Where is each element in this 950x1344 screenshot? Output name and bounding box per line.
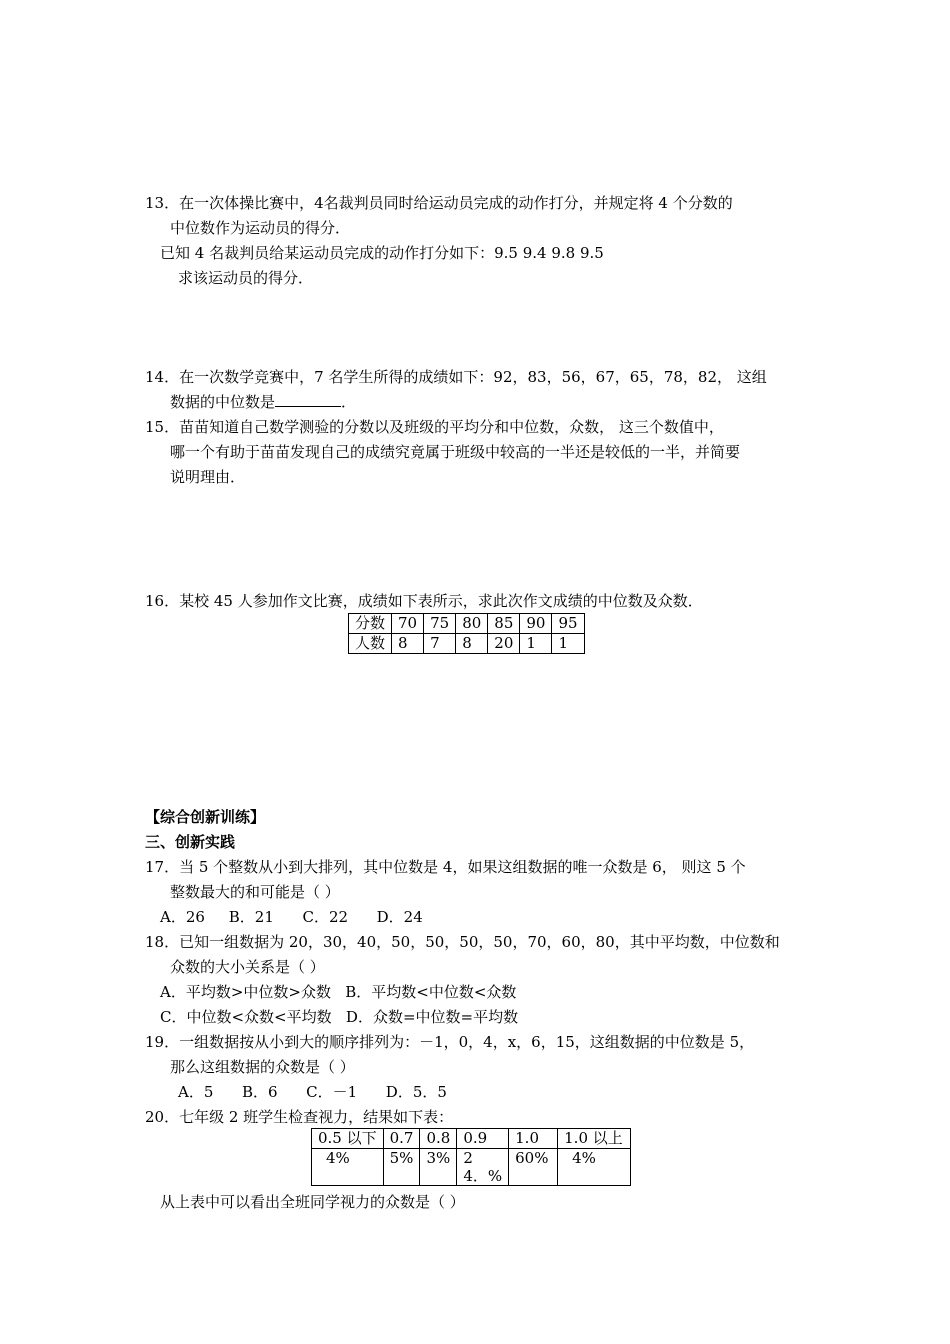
q20-line-1: 20．七年级 2 班学生检查视力，结果如下表： [145, 1108, 454, 1126]
q17-line-1: 17．当 5 个整数从小到大排列，其中位数是 4，如果这组数据的唯一众数是 6， 则这 5 个 [145, 858, 746, 876]
table-cell: 70 [392, 614, 424, 634]
q18-line-2: 众数的大小关系是（ ） [170, 958, 325, 976]
table-row [312, 1149, 631, 1186]
table-cell: 5% [383, 1149, 420, 1186]
table-cell: 1.0 [509, 1129, 558, 1149]
q19-options: A．5 B．6 C．－1 D．5．5 [178, 1083, 447, 1101]
table-cell: 7 [424, 634, 456, 654]
q13-line-2: 中位数作为运动员的得分． [170, 219, 351, 237]
q14-line-2 [170, 392, 356, 412]
table-cell: 0.8 [420, 1129, 457, 1149]
q13-line-1: 13．在一次体操比赛中，4名裁判员同时给运动员完成的动作打分，并规定将 4 个分数的 [145, 194, 733, 212]
q20-line-2: 从上表中可以看出全班同学视力的众数是（ ） [160, 1193, 465, 1211]
table-cell: 0.7 [383, 1129, 420, 1149]
q14-line-2-text: 数据的中位数是 [170, 393, 276, 411]
q19-line-1: 19．一组数据按从小到大的顺序排列为：－1，0，4，x，6，15，这组数据的中位数是 5， [145, 1033, 755, 1051]
q13-line-3: 已知 4 名裁判员给某运动员完成的动作打分如下：9.5 9.4 9.8 9.5 [160, 244, 604, 262]
q14-line-1: 14．在一次数学竞赛中，7 名学生所得的成绩如下：92，83，56，67，65，78，82， 这组 [145, 368, 767, 386]
q16-line-1: 16．某校 45 人参加作文比赛，成绩如下表所示，求此次作文成绩的中位数及众数． [145, 592, 703, 610]
table-cell: 3% [420, 1149, 457, 1186]
table-cell: 80 [456, 614, 488, 634]
section-subheading: 三、创新实践 [145, 833, 236, 851]
table-row [349, 634, 585, 654]
table-cell: 1 [520, 634, 552, 654]
q17-options: A．26 B．21 C．22 D．24 [160, 908, 423, 926]
q19-line-2: 那么这组数据的众数是（ ） [170, 1058, 355, 1076]
table-cell: 85 [488, 614, 520, 634]
table-cell: 1.0 以上 [558, 1129, 631, 1149]
table-cell: 0.9 [457, 1129, 509, 1149]
q18-options-cd: C．中位数<众数<平均数 D．众数=中位数=平均数 [160, 1008, 519, 1026]
table-row [349, 614, 585, 634]
table-cell: 分数 [349, 614, 392, 634]
q14-line-2-end: ． [341, 393, 357, 411]
table-cell: 人数 [349, 634, 392, 654]
q15-line-1: 15．苗苗知道自己数学测验的分数以及班级的平均分和中位数，众数， 这三个数值中， [145, 418, 724, 436]
section-heading: 【综合创新训练】 [145, 808, 266, 826]
answer-blank [275, 392, 341, 407]
table-cell: 8 [456, 634, 488, 654]
q15-line-2: 哪一个有助于苗苗发现自己的成绩究竟属于班级中较高的一半还是较低的一半，并简要 [170, 443, 741, 461]
q13-line-4: 求该运动员的得分． [178, 269, 314, 287]
table-cell: 0.5 以下 [312, 1129, 384, 1149]
table-cell: 1 [552, 634, 584, 654]
table-cell: 4% [312, 1149, 384, 1186]
q18-options-ab: A．平均数>中位数>众数 B．平均数<中位数<众数 [160, 983, 517, 1001]
table-cell: 20 [488, 634, 520, 654]
q15-line-3: 说明理由． [170, 468, 246, 486]
table-cell: 8 [392, 634, 424, 654]
table-cell: 60% [509, 1149, 558, 1186]
table-cell: 24．% [457, 1149, 509, 1186]
score-table [348, 613, 585, 654]
table-row [312, 1129, 631, 1149]
table-cell: 4% [558, 1149, 631, 1186]
table-cell: 95 [552, 614, 584, 634]
table-cell: 90 [520, 614, 552, 634]
q18-line-1: 18．已知一组数据为 20，30，40，50，50，50，50，70，60，80，其中平均数，中位数和 [145, 933, 780, 951]
table-cell: 75 [424, 614, 456, 634]
vision-table [311, 1128, 631, 1186]
q17-line-2: 整数最大的和可能是（ ） [170, 883, 340, 901]
